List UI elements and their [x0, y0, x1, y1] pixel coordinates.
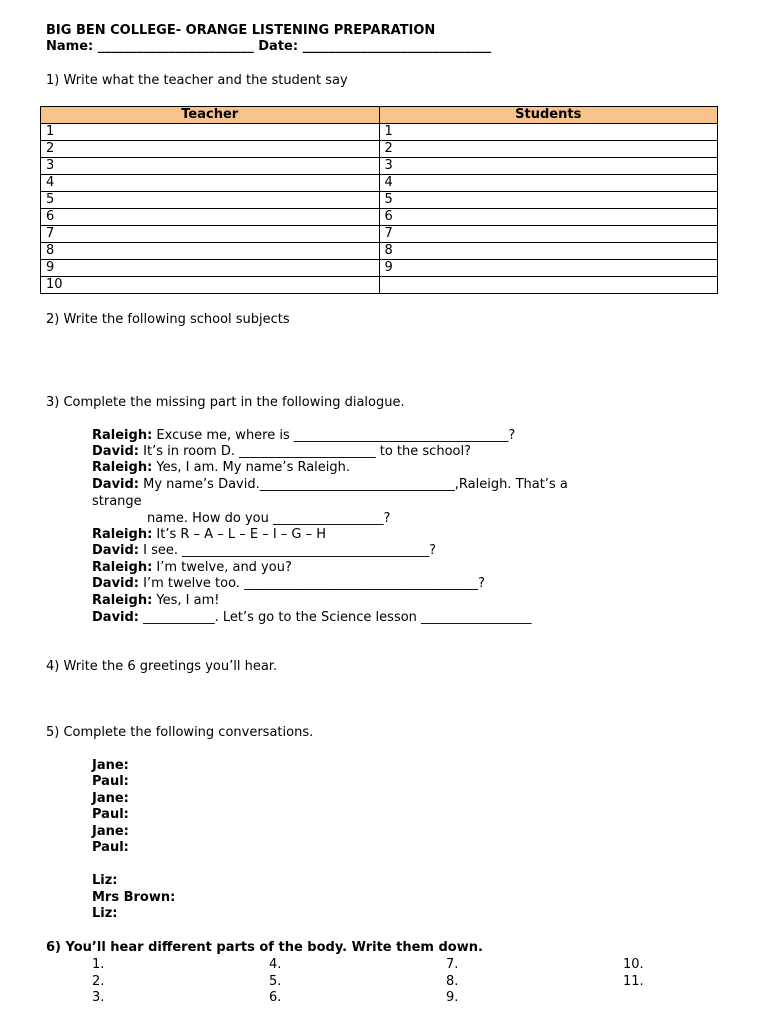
name-date-line: Name: ________________________ Date: _____________________________	[46, 39, 492, 54]
answer-column	[623, 957, 768, 990]
speaker-label: David:	[92, 477, 139, 492]
speaker-label: David:	[92, 444, 139, 459]
table-row	[41, 226, 718, 243]
speaker-label: Raleigh:	[92, 560, 153, 575]
table-row	[41, 124, 718, 141]
table-row	[41, 243, 718, 260]
teacher-cell[interactable]: 3	[41, 158, 380, 175]
dialogue-line	[92, 428, 692, 445]
speaker-label: Liz:	[92, 873, 118, 888]
table-row	[41, 192, 718, 209]
answer-number: 10.	[623, 957, 644, 972]
table-row	[41, 277, 718, 294]
teacher-cell[interactable]: 9	[41, 260, 380, 277]
question-1-prompt: 1) Write what the teacher and the student say	[46, 73, 348, 88]
dialogue-line	[92, 610, 692, 627]
speaker-label: Paul:	[92, 807, 129, 822]
dialogue-text: It’s in room D. _____________________ to the school?	[139, 444, 471, 459]
column-header-students: Students	[379, 107, 718, 124]
dialogue-line	[92, 477, 692, 494]
teacher-cell[interactable]: 4	[41, 175, 380, 192]
dialogue-text: strange	[92, 494, 142, 509]
speaker-label: David:	[92, 610, 139, 625]
answer-number: 7.	[446, 957, 459, 972]
answer-number: 2.	[92, 973, 105, 989]
table-row	[41, 260, 718, 277]
answer-number: 4.	[269, 957, 282, 972]
dialogue-line	[92, 543, 692, 560]
speaker-label: David:	[92, 576, 139, 591]
teacher-cell[interactable]: 10	[41, 277, 380, 294]
page-title: BIG BEN COLLEGE- ORANGE LISTENING PREPARATION	[46, 23, 436, 38]
dialogue-text: Excuse me, where is _________________________________?	[152, 428, 516, 443]
answer-number: 11.	[623, 973, 644, 989]
dialogue-line	[92, 576, 692, 593]
question-2-prompt: 2) Write the following school subjects	[46, 312, 290, 327]
dialogue-text: I see. ______________________________________?	[139, 543, 437, 558]
dialogue-text: My name’s David.______________________________,Raleigh. That’s a	[139, 477, 568, 492]
dialogue-line	[92, 560, 692, 577]
teacher-cell[interactable]: 2	[41, 141, 380, 158]
dialogue-line	[92, 593, 692, 610]
speaker-label: Jane:	[92, 824, 129, 839]
teacher-cell[interactable]: 5	[41, 192, 380, 209]
speaker-label: Raleigh:	[92, 460, 153, 475]
dialogue-line	[92, 444, 692, 461]
table-row	[41, 141, 718, 158]
answer-number: 8.	[446, 973, 459, 989]
student-cell[interactable]: 7	[379, 226, 718, 243]
dialogue-text: ___________. Let’s go to the Science lesson _________________	[139, 610, 532, 625]
speaker-label: Jane:	[92, 758, 129, 773]
speaker-label: Raleigh:	[92, 593, 153, 608]
answer-number: 9.	[446, 990, 459, 1005]
dialogue-text: I’m twelve, and you?	[152, 560, 292, 575]
dialogue-line	[92, 494, 692, 511]
table-row	[41, 175, 718, 192]
dialogue-text: Yes, I am!	[152, 593, 220, 608]
table-row	[41, 158, 718, 175]
dialogue-line	[92, 460, 692, 477]
dialogue-line	[147, 511, 747, 528]
dialogue-line	[92, 527, 692, 544]
dialogue-text: Yes, I am. My name’s Raleigh.	[152, 460, 351, 475]
column-header-teacher: Teacher	[41, 107, 380, 124]
dialogue-text: It’s R – A – L – E – I – G – H	[152, 527, 327, 542]
student-cell[interactable]: 2	[379, 141, 718, 158]
answer-number: 6.	[269, 990, 282, 1005]
speaker-label: Mrs Brown:	[92, 890, 176, 905]
student-cell[interactable]	[379, 277, 718, 294]
speaker-label: Paul:	[92, 774, 129, 789]
speaker-label: Jane:	[92, 791, 129, 806]
question-3-prompt: 3) Complete the missing part in the following dialogue.	[46, 395, 405, 410]
dialogue-text: I’m twelve too. ____________________________________?	[139, 576, 485, 591]
teacher-cell[interactable]: 8	[41, 243, 380, 260]
answer-number: 1.	[92, 957, 105, 972]
teacher-cell[interactable]: 7	[41, 226, 380, 243]
student-cell[interactable]: 1	[379, 124, 718, 141]
speaker-label: Liz:	[92, 906, 118, 921]
table-row	[41, 209, 718, 226]
speaker-label: David:	[92, 543, 139, 558]
question-4-prompt: 4) Write the 6 greetings you’ll hear.	[46, 659, 278, 674]
student-cell[interactable]: 8	[379, 243, 718, 260]
speaker-label: Raleigh:	[92, 428, 153, 443]
teacher-cell[interactable]: 6	[41, 209, 380, 226]
answer-column	[269, 957, 419, 1007]
answer-number: 5.	[269, 973, 282, 989]
teacher-cell[interactable]: 1	[41, 124, 380, 141]
student-cell[interactable]: 5	[379, 192, 718, 209]
answer-column	[446, 957, 596, 1007]
student-cell[interactable]: 9	[379, 260, 718, 277]
student-cell[interactable]: 6	[379, 209, 718, 226]
question-6-prompt: 6) You’ll hear different parts of the body. Write them down.	[46, 940, 483, 955]
student-cell[interactable]: 3	[379, 158, 718, 175]
question-5-prompt: 5) Complete the following conversations.	[46, 725, 314, 740]
answer-number: 3.	[92, 990, 105, 1005]
teacher-student-table	[40, 106, 718, 294]
student-cell[interactable]: 4	[379, 175, 718, 192]
speaker-label: Raleigh:	[92, 527, 153, 542]
dialogue-text: name. How do you _________________?	[147, 511, 391, 526]
answer-column	[92, 957, 242, 1007]
speaker-label: Paul:	[92, 840, 129, 855]
